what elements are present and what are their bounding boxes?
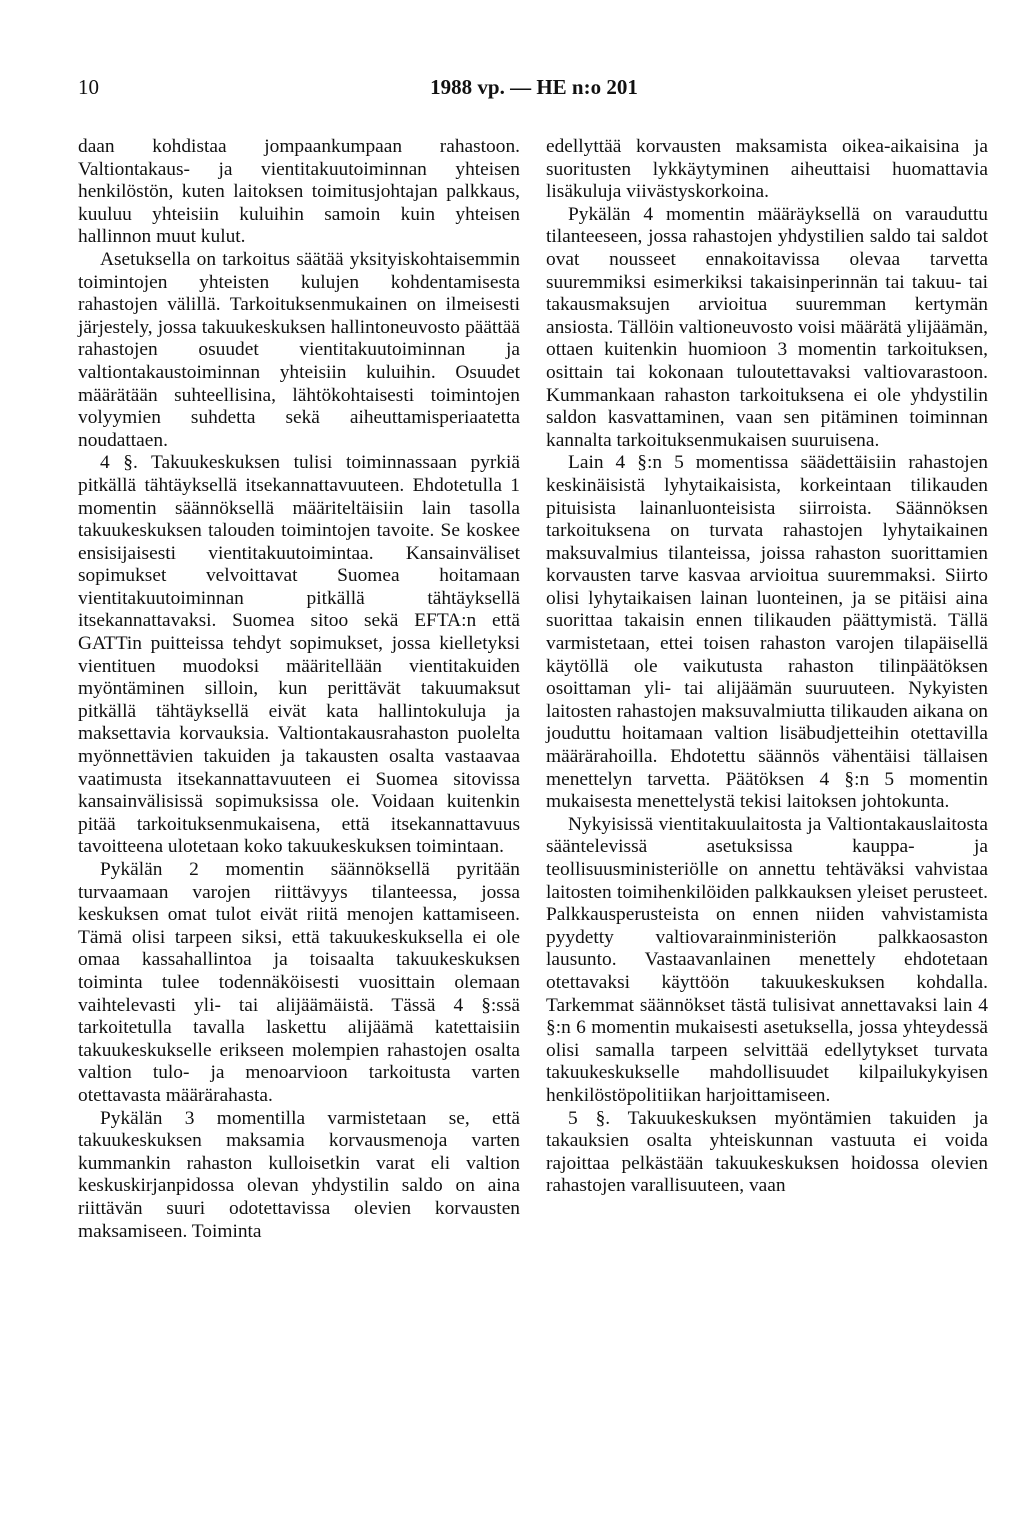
page-number: 10: [78, 75, 99, 99]
paragraph: Asetuksella on tarkoitus säätää yksityiskohtaisemmin toimintojen yhteisten kulujen kohdentamisesta rahastojen välillä. Tarkoituksenmukainen on ilmeisesti järjestely, jossa takuukeskuksen hallintoneuvosto päättää rahastojen osuudet vientitakuutoiminnan ja valtiontakaustoiminnan yhteisiin kuluihin. Osuudet määrätään suhteellisina, lähtökohtaisesti toimintojen volyymien suhdetta sekä aiheuttamisperiaatetta noudattaen.: [78, 248, 520, 451]
paragraph: Pykälän 2 momentin säännöksellä pyritään turvaamaan varojen riittävyys tilanteessa, jossa keskuksen omat tulot eivät riitä menojen kattamiseen. Tämä olisi tarpeen siksi, että takuukeskuksella ei ole omaa kassahallintoa ja toisaalta takuukeskuksen toiminta tulee todennäköisesti vuosittain olemaan vaihtelevasti yli- tai alijäämäistä. Tässä 4 §:ssä tarkoitetulla tavalla laskettu alijäämä katettaisiin takuukeskukselle erikseen molempien rahastojen osalta valtion tulo- ja menoarvioon tarkoitusta varten otettavasta määrärahasta.: [78, 859, 520, 1106]
left-column: [78, 136, 520, 1243]
paragraph: Lain 4 §:n 5 momentissa säädettäisiin rahastojen keskinäisistä lyhytaikaisista, korkeintaan tilikauden pituisista lainanluonteisista siirroista. Säännöksen tarkoituksena on turvata rahastojen lyhytaikainen maksuvalmius tilanteissa, joissa rahaston suorittamien korvausten tarve kasvaa arvioitua suuremmaksi. Siirto olisi lyhytaikaisen lainan luonteinen, ja se pitäisi aina suorittaa takaisin ennen tilikauden päättymistä. Tällä varmistetaan, ettei toisen rahaston varojen tilapäisellä käytöllä ole vaikutusta rahaston tilinpäätöksen osoittaman yli- tai alijäämän suuruuteen. Nykyisten laitosten rahastojen maksuvalmiutta tilikauden aikana on jouduttu hoitamaan valtion lisäbudjetteihin otettavilla määrärahoilla. Ehdotettu säännös vähentäisi tällaisen menettelyn tarvetta. Päätöksen 4 §:n 5 momentin mukaisesta menettelystä tekisi laitoksen johtokunta.: [546, 452, 988, 813]
right-column: [546, 136, 988, 1198]
paragraph: Pykälän 3 momentilla varmistetaan se, että takuukeskuksen maksamia korvausmenoja varten kummankin rahaston kulloisetkin varat eli valtion keskuskirjanpidossa olevan yhdystilin saldo on aina riittävän suuri odotettavissa olevien korvausten maksamiseen. Toiminta: [78, 1107, 520, 1242]
paragraph: Pykälän 4 momentin määräyksellä on varauduttu tilanteeseen, jossa rahastojen yhdystilien saldo tai saldot ovat nousseet ennakoitavissa olevaa tarvetta suuremmiksi esimerkiksi takaisinperinnän tai takuu- tai takausmaksujen arvioitua suuremman kertymän ansiosta. Tällöin valtioneuvosto voisi määrätä ylijäämän, ottaen kuitenkin huomioon 3 momentin tarkoituksen, osittain tai kokonaan tuloutettavaksi valtiovarastoon. Kummankaan rahaston tarkoituksena ei ole yhdystilin saldon kasvattaminen, vaan sen pitäminen toiminnan kannalta tarkoituksenmukaisen suuruisena.: [546, 203, 988, 451]
page-header: [78, 74, 990, 100]
paragraph: Nykyisissä vientitakuulaitosta ja Valtiontakauslaitosta sääntelevissä asetuksissa kauppa- ja teollisuusministeriölle on annettu tehtäväksi vahvistaa laitosten toimihenkilöiden palkkauksen yleiset perusteet. Palkkausperusteista on ennen niiden vahvistamista pyydetty valtiovarainministeriön palkkaosaston lausunto. Vastaavanlainen menettely ehdotetaan otettavaksi käyttöön takuukeskuksen kohdalla. Tarkemmat säännökset tästä tulisivat annettavaksi lain 4 §:n 6 momentin mukaisesti asetuksella, jossa yhteydessä olisi samalla tarpeen selvittää edellytykset turvata takuukeskukselle mahdollisuudet kilpailukykyisen henkilöstöpolitiikan harjoittamiseen.: [546, 813, 988, 1106]
paragraph: 5 §. Takuukeskuksen myöntämien takuiden ja takauksien osalta yhteiskunnan vastuuta ei voida rajoittaa pelkästään takuukeskuksen hoidossa olevien rahastojen varallisuuteen, vaan: [546, 1107, 988, 1197]
paragraph: edellyttää korvausten maksamista oikea-aikaisina ja suoritusten lykkäytyminen aiheuttaisi huomattavia lisäkuluja viivästyskorkoina.: [546, 136, 988, 203]
paragraph: 4 §. Takuukeskuksen tulisi toiminnassaan pyrkiä pitkällä tähtäyksellä itsekannattavuuteen. Ehdotetulla 1 momentin säännöksellä määriteltäisiin lain tasolla takuukeskuksen talouden toimintojen tavoite. Se koskee ensisijaisesti vientitakuutoimintaa. Kansainväliset sopimukset velvoittavat Suomea hoitamaan vientitakuutoiminnan pitkällä tähtäyksellä itsekannattavaksi. Suomea sitoo sekä EFTA:n että GATTin puitteissa tehdyt sopimukset, jossa kielletyksi vientituen muodoksi määritellään vientitakuiden myöntäminen silloin, kun perittävät takuumaksut pitkällä tähtäyksellä eivät kata hallintokuluja ja maksettavia korvauksia. Valtiontakausrahaston puolelta myönnettävien takuiden ja takausten osalta vastaavaa vaatimusta itsekannattavuuteen ei Suomea sitovissa kansainvälisissä sopimuksissa ole. Voidaan kuitenkin pitää tarkoituksenmukaisena, että itsekannattavuus tavoitteena ulotetaan koko takuukeskuksen toimintaan.: [78, 452, 520, 858]
paragraph: daan kohdistaa jompaankumpaan rahastoon. Valtiontakaus- ja vientitakuutoiminnan yhteisen henkilöstön, kuten laitoksen toimitusjohtajan palkkaus, kuuluu yhteisiin kuluihin samoin kuin yhteisen hallinnon muut kulut.: [78, 136, 520, 248]
running-title: 1988 vp. — HE n:o 201: [430, 75, 638, 99]
